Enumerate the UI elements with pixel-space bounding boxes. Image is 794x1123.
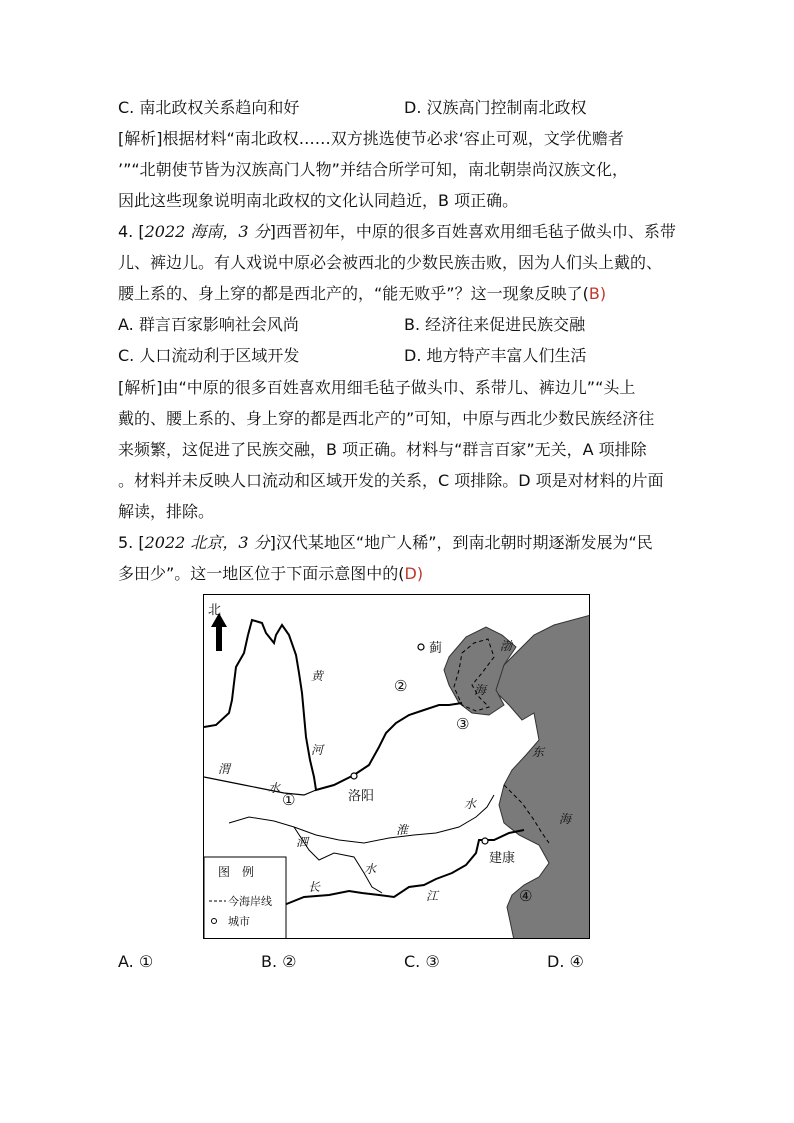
map-label-bo: 渤 — [500, 639, 513, 653]
map-marker-3: ③ — [456, 715, 470, 733]
q4-option-c: C. 人口流动利于区域开发 — [118, 346, 300, 365]
map-label-hai-bohai: 海 — [474, 683, 487, 697]
q5-source: 2022 北京，3 分 — [144, 533, 270, 552]
q3-option-c: C. 南北政权关系趋向和好 — [118, 98, 300, 117]
q4-stem-text-1: ]西晋初年，中原的很多百姓喜欢用细毛毡子做头巾、系带 — [269, 222, 676, 241]
q5-stem-line-1 — [118, 533, 653, 553]
q4-analysis-line-5: 解读，排除。 — [118, 502, 215, 521]
q5-stem-line-2 — [118, 564, 423, 584]
q4-option-a: A. 群言百家影响社会风尚 — [118, 315, 299, 334]
map-label-shui-wei: 水 — [268, 781, 281, 795]
jiankang-city — [482, 838, 488, 844]
q4-option-b: B. 经济往来促进民族交融 — [404, 315, 586, 334]
east-sea — [494, 615, 590, 939]
q4-option-d: D. 地方特产丰富人们生活 — [404, 346, 587, 365]
q4-analysis-line-1: [解析]由“中原的很多百姓喜欢用细毛毡子做头巾、系带儿、裤边儿”“头上 — [118, 378, 636, 397]
q4-source: 2022 海南，3 分 — [144, 222, 270, 241]
q4-stem-line-3 — [118, 284, 606, 304]
map-label-ji: 蓟 — [429, 641, 443, 656]
map-label-huai: 淮 — [396, 823, 409, 837]
legend-city-icon — [212, 919, 217, 924]
map-marker-1: ① — [282, 791, 296, 809]
map-marker-2: ② — [394, 677, 408, 695]
map-figure — [203, 594, 590, 939]
map-label-chang: 长 — [308, 880, 321, 894]
luoyang-city — [351, 773, 357, 779]
q4-stem-line-2: 儿、裤边儿。有人戏说中原必会被西北的少数民族击败，因为人们头上戴的、 — [118, 253, 663, 272]
legend-city-label: 城市 — [228, 915, 250, 928]
legend-coast-label: 今海岸线 — [228, 895, 272, 908]
q3-analysis-line-1: [解析]根据材料“南北政权……双方挑选使节必求‘容止可观，文学优赡者 — [118, 129, 624, 148]
north-arrow-icon — [211, 613, 227, 651]
q5-stem-text-2: 多田少”。这一地区位于下面示意图中的( — [118, 564, 405, 583]
q5-option-c: C. ③ — [404, 952, 440, 971]
q4-stem-line-1 — [118, 222, 676, 242]
q3-analysis-line-3: 因此这些现象说明南北政权的文化认同趋近，B 项正确。 — [118, 191, 519, 210]
q5-answer-close: ) — [416, 564, 424, 583]
q4-analysis-line-4: 。材料并未反映人口流动和区域开发的关系，C 项排除。D 项是对材料的片面 — [118, 471, 664, 490]
q4-analysis-line-3: 来频繁，这促进了民族交融，B 项正确。材料与“群言百家”无关，A 项排除 — [118, 440, 647, 459]
map-label-shui-si: 水 — [364, 862, 377, 876]
map-label-huang: 黄 — [311, 669, 324, 683]
ji-city — [418, 644, 424, 650]
map-north-label: 北 — [208, 603, 222, 618]
map-label-si: 泗 — [296, 835, 309, 849]
map-label-dong: 东 — [532, 745, 545, 759]
q4-answer: B — [588, 284, 600, 303]
q5-option-b: B. ② — [261, 952, 297, 971]
yellow-river-upper — [204, 635, 248, 727]
q5-option-a: A. ① — [118, 952, 154, 971]
map-marker-4: ④ — [519, 887, 533, 905]
q4-number: 4. [ — [118, 222, 145, 241]
q5-stem-text-1: ]汉代某地区“地广人稀”，到南北朝时期逐渐发展为“民 — [269, 533, 653, 552]
q5-number: 5. [ — [118, 533, 145, 552]
map-label-wei: 渭 — [218, 762, 231, 776]
q4-stem-text-3: 腰上系的、身上穿的都是西北产的，“能无败乎”？这一现象反映了( — [118, 284, 589, 303]
map-label-he: 河 — [311, 743, 324, 757]
q5-option-d: D. ④ — [547, 952, 584, 971]
q4-analysis-line-2: 戴的、腰上系的、身上穿的都是西北产的”可知，中原与西北少数民族经济往 — [118, 409, 655, 428]
map-label-jiankang: 建康 — [489, 851, 516, 866]
map-label-jiang: 江 — [426, 889, 439, 903]
wei-river — [204, 777, 316, 795]
legend-title: 图 例 — [218, 865, 255, 879]
map-label-luoyang: 洛阳 — [348, 789, 375, 804]
q3-option-d: D. 汉族高门控制南北政权 — [404, 98, 587, 117]
map-label-shui-huai: 水 — [464, 797, 477, 811]
q5-answer: D — [404, 564, 417, 583]
q4-answer-close: ) — [599, 284, 607, 303]
map-label-hai-east: 海 — [559, 812, 572, 826]
q3-analysis-line-2: ’”“北朝使节皆为汉族高门人物”并结合所学可知，南北朝崇尚汉族文化， — [118, 160, 628, 179]
